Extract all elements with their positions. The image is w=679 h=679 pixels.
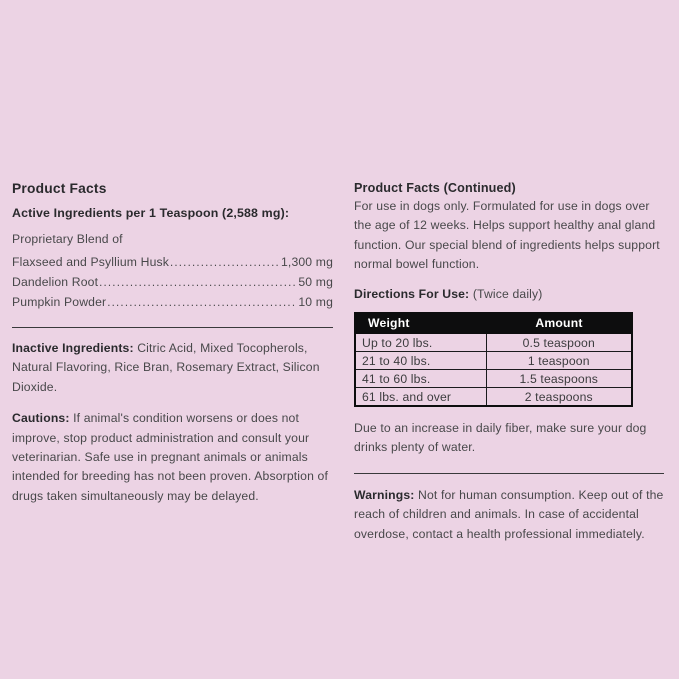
section-divider [12,327,333,328]
directions-frequency: (Twice daily) [469,286,543,301]
active-ingredients-heading: Active Ingredients per 1 Teaspoon (2,588 mg): [12,206,290,220]
warnings-text: Not for human consumption. Keep out of the reach of children and animals. In case of accidental overdose, contact a health professional immediately. [354,487,664,541]
cautions-text: If animal's condition worsens or does not improve, stop product administration and consult your veterinarian. Safe use in pregnant animals or animals intended for breeding has not been proven. Absorption of drugs taken simultaneously may be delayed. [12,411,329,503]
table-row [355,370,632,388]
left-column [12,181,333,544]
weight-cell: Up to 20 lbs. [355,333,486,352]
weight-cell: 21 to 40 lbs. [355,352,486,370]
ingredient-amount: 10 mg [298,295,333,309]
amount-cell: 0.5 teaspoon [486,333,632,352]
inactive-ingredients-label: Inactive Ingredients: [12,341,134,355]
product-facts-continued-title: Product Facts (Continued) [354,181,516,195]
section-divider [354,473,664,474]
inactive-ingredients-text: Citric Acid, Mixed Tocopherols, Natural Flavoring, Rice Bran, Rosemary Extract, Silicon Dioxide. [12,341,320,394]
ingredient-amount: 1,300 mg [280,255,333,269]
product-facts-title: Product Facts [12,181,107,196]
table-row [355,352,632,370]
warnings-label: Warnings: [354,487,415,502]
weight-column-header: Weight [355,313,486,333]
directions-paragraph [354,285,664,304]
proprietary-blend-label: Proprietary Blend of [12,232,123,246]
usage-intro-paragraph: For use in dogs only. Formulated for use in dogs over the age of 12 weeks. Helps support healthy anal gland function. Our special blend of ingredients helps support normal bowel function. [354,199,660,272]
ingredient-name: Dandelion Root [12,275,99,289]
amount-column-header: Amount [486,313,632,333]
directions-label: Directions For Use: [354,286,470,301]
cautions-label: Cautions: [12,411,70,426]
ingredient-row [12,253,333,273]
amount-cell: 1 teaspoon [486,352,632,370]
amount-cell: 1.5 teaspoons [486,370,632,388]
leader-dots [107,294,297,313]
weight-cell: 41 to 60 lbs. [355,370,486,388]
table-row [355,333,632,352]
dosage-table [354,312,633,407]
weight-cell: 61 lbs. and over [355,388,486,407]
ingredient-amount: 50 mg [298,275,333,289]
inactive-ingredients-paragraph [12,339,333,397]
ingredient-name: Pumpkin Powder [12,295,107,309]
cautions-paragraph [12,409,333,506]
ingredient-row [12,273,333,293]
ingredient-row [12,293,333,313]
dosage-table-header-row [355,313,632,333]
label-columns [12,181,664,544]
table-row [355,388,632,407]
warnings-paragraph [354,486,664,544]
leader-dots [99,274,297,293]
leader-dots [170,254,280,273]
ingredient-name: Flaxseed and Psyllium Husk [12,255,169,269]
fiber-note-paragraph: Due to an increase in daily fiber, make sure your dog drinks plenty of water. [354,421,647,455]
amount-cell: 2 teaspoons [486,388,632,407]
right-column [354,181,664,544]
